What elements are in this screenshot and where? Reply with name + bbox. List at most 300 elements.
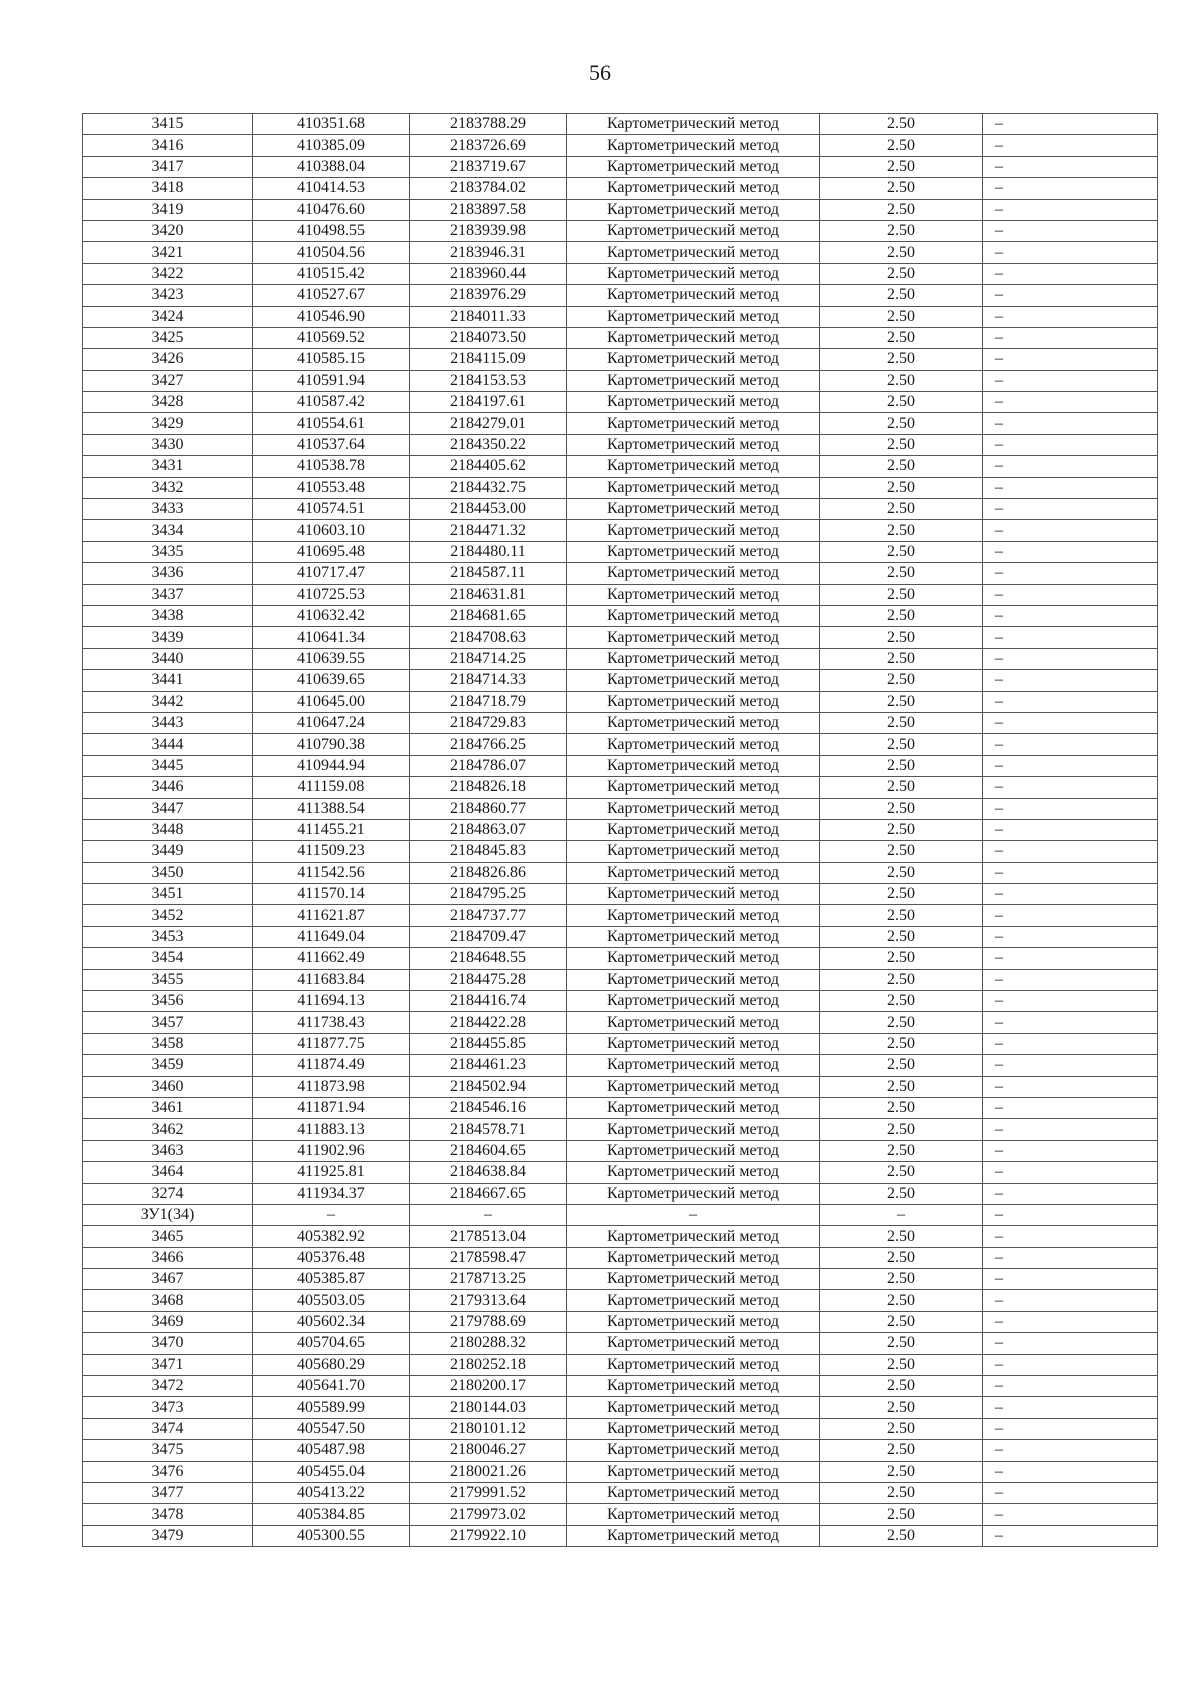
y-coordinate-cell: 2184461.23: [410, 1055, 567, 1076]
point-number-cell: 3439: [83, 627, 253, 648]
y-coordinate-cell: 2184475.28: [410, 969, 567, 990]
x-coordinate-cell: 411570.14: [253, 884, 410, 905]
accuracy-cell: 2.50: [820, 499, 983, 520]
note-cell: –: [983, 712, 1158, 733]
table-row: [83, 178, 1158, 199]
coordinates-table: [82, 113, 1158, 1547]
note-cell: –: [983, 541, 1158, 562]
point-number-cell: 3451: [83, 884, 253, 905]
table-row: [83, 1183, 1158, 1204]
method-cell: Картометрический метод: [567, 563, 820, 584]
y-coordinate-cell: 2183788.29: [410, 114, 567, 135]
method-cell: Картометрический метод: [567, 1418, 820, 1439]
accuracy-cell: 2.50: [820, 798, 983, 819]
y-coordinate-cell: 2184279.01: [410, 413, 567, 434]
x-coordinate-cell: 405547.50: [253, 1418, 410, 1439]
table-row: [83, 648, 1158, 669]
method-cell: Картометрический метод: [567, 670, 820, 691]
note-cell: –: [983, 1290, 1158, 1311]
table-row: [83, 135, 1158, 156]
accuracy-cell: 2.50: [820, 456, 983, 477]
table-row: [83, 413, 1158, 434]
note-cell: –: [983, 969, 1158, 990]
accuracy-cell: 2.50: [820, 541, 983, 562]
point-number-cell: 3429: [83, 413, 253, 434]
point-number-cell: 3473: [83, 1397, 253, 1418]
y-coordinate-cell: 2184471.32: [410, 520, 567, 541]
y-coordinate-cell: 2184863.07: [410, 819, 567, 840]
y-coordinate-cell: 2180144.03: [410, 1397, 567, 1418]
y-coordinate-cell: 2178513.04: [410, 1226, 567, 1247]
table-row: [83, 1119, 1158, 1140]
note-cell: –: [983, 1333, 1158, 1354]
table-row: [83, 755, 1158, 776]
table-row: [83, 1290, 1158, 1311]
x-coordinate-cell: 410695.48: [253, 541, 410, 562]
point-number-cell: 3452: [83, 905, 253, 926]
y-coordinate-cell: 2184405.62: [410, 456, 567, 477]
x-coordinate-cell: 405413.22: [253, 1483, 410, 1504]
table-row: [83, 114, 1158, 135]
accuracy-cell: 2.50: [820, 1033, 983, 1054]
note-cell: –: [983, 392, 1158, 413]
y-coordinate-cell: 2184455.85: [410, 1033, 567, 1054]
x-coordinate-cell: 405455.04: [253, 1461, 410, 1482]
y-coordinate-cell: 2183976.29: [410, 285, 567, 306]
x-coordinate-cell: 411874.49: [253, 1055, 410, 1076]
y-coordinate-cell: 2184115.09: [410, 349, 567, 370]
point-number-cell: 3274: [83, 1183, 253, 1204]
accuracy-cell: 2.50: [820, 1418, 983, 1439]
point-number-cell: 3420: [83, 220, 253, 241]
note-cell: –: [983, 1055, 1158, 1076]
table-row: [83, 605, 1158, 626]
x-coordinate-cell: 410385.09: [253, 135, 410, 156]
x-coordinate-cell: 410351.68: [253, 114, 410, 135]
method-cell: Картометрический метод: [567, 1311, 820, 1332]
method-cell: Картометрический метод: [567, 1055, 820, 1076]
note-cell: –: [983, 948, 1158, 969]
point-number-cell: 3424: [83, 306, 253, 327]
table-row: [83, 1504, 1158, 1525]
point-number-cell: 3423: [83, 285, 253, 306]
method-cell: Картометрический метод: [567, 734, 820, 755]
y-coordinate-cell: 2184416.74: [410, 991, 567, 1012]
y-coordinate-cell: 2184718.79: [410, 691, 567, 712]
point-number-cell: 3465: [83, 1226, 253, 1247]
method-cell: Картометрический метод: [567, 434, 820, 455]
method-cell: Картометрический метод: [567, 1376, 820, 1397]
point-number-cell: 3441: [83, 670, 253, 691]
point-number-cell: 3470: [83, 1333, 253, 1354]
y-coordinate-cell: 2184578.71: [410, 1119, 567, 1140]
table-row: [83, 627, 1158, 648]
accuracy-cell: 2.50: [820, 1247, 983, 1268]
note-cell: –: [983, 926, 1158, 947]
point-number-cell: 3433: [83, 499, 253, 520]
accuracy-cell: 2.50: [820, 1097, 983, 1118]
note-cell: –: [983, 1119, 1158, 1140]
note-cell: –: [983, 477, 1158, 498]
accuracy-cell: 2.50: [820, 349, 983, 370]
accuracy-cell: 2.50: [820, 1440, 983, 1461]
y-coordinate-cell: 2184737.77: [410, 905, 567, 926]
table-row: [83, 1333, 1158, 1354]
table-row: [83, 798, 1158, 819]
note-cell: –: [983, 1397, 1158, 1418]
note-cell: –: [983, 135, 1158, 156]
x-coordinate-cell: 405487.98: [253, 1440, 410, 1461]
table-row: [83, 926, 1158, 947]
note-cell: –: [983, 1204, 1158, 1225]
point-number-cell: 3466: [83, 1247, 253, 1268]
accuracy-cell: 2.50: [820, 263, 983, 284]
x-coordinate-cell: 405384.85: [253, 1504, 410, 1525]
table-row: [83, 991, 1158, 1012]
table-row: [83, 948, 1158, 969]
accuracy-cell: 2.50: [820, 691, 983, 712]
point-number-cell: 3432: [83, 477, 253, 498]
x-coordinate-cell: 410790.38: [253, 734, 410, 755]
note-cell: –: [983, 1226, 1158, 1247]
y-coordinate-cell: 2184709.47: [410, 926, 567, 947]
y-coordinate-cell: 2180021.26: [410, 1461, 567, 1482]
accuracy-cell: 2.50: [820, 777, 983, 798]
point-number-cell: 3443: [83, 712, 253, 733]
method-cell: Картометрический метод: [567, 948, 820, 969]
method-cell: Картометрический метод: [567, 1290, 820, 1311]
table-row: [83, 242, 1158, 263]
accuracy-cell: 2.50: [820, 306, 983, 327]
y-coordinate-cell: 2183897.58: [410, 199, 567, 220]
note-cell: –: [983, 178, 1158, 199]
point-number-cell: 3450: [83, 862, 253, 883]
point-number-cell: 3426: [83, 349, 253, 370]
method-cell: Картометрический метод: [567, 969, 820, 990]
x-coordinate-cell: 405503.05: [253, 1290, 410, 1311]
table-row: [83, 691, 1158, 712]
method-cell: Картометрический метод: [567, 242, 820, 263]
x-coordinate-cell: 410569.52: [253, 327, 410, 348]
accuracy-cell: 2.50: [820, 413, 983, 434]
note-cell: –: [983, 1162, 1158, 1183]
method-cell: Картометрический метод: [567, 178, 820, 199]
x-coordinate-cell: 411871.94: [253, 1097, 410, 1118]
x-coordinate-cell: 411925.81: [253, 1162, 410, 1183]
y-coordinate-cell: 2184667.65: [410, 1183, 567, 1204]
table-row: [83, 584, 1158, 605]
x-coordinate-cell: 410639.65: [253, 670, 410, 691]
point-number-cell: 3469: [83, 1311, 253, 1332]
table-row: [83, 1162, 1158, 1183]
x-coordinate-cell: 410504.56: [253, 242, 410, 263]
x-coordinate-cell: 410537.64: [253, 434, 410, 455]
y-coordinate-cell: 2184432.75: [410, 477, 567, 498]
accuracy-cell: 2.50: [820, 755, 983, 776]
method-cell: Картометрический метод: [567, 1269, 820, 1290]
accuracy-cell: 2.50: [820, 734, 983, 755]
point-number-cell: 3461: [83, 1097, 253, 1118]
x-coordinate-cell: 410538.78: [253, 456, 410, 477]
accuracy-cell: 2.50: [820, 1162, 983, 1183]
note-cell: –: [983, 1440, 1158, 1461]
accuracy-cell: 2.50: [820, 1354, 983, 1375]
method-cell: Картометрический метод: [567, 285, 820, 306]
point-number-cell: 3440: [83, 648, 253, 669]
table-row: [83, 862, 1158, 883]
accuracy-cell: 2.50: [820, 969, 983, 990]
note-cell: –: [983, 114, 1158, 135]
note-cell: –: [983, 1076, 1158, 1097]
table-row: [83, 285, 1158, 306]
table-row: [83, 349, 1158, 370]
method-cell: Картометрический метод: [567, 1504, 820, 1525]
accuracy-cell: 2.50: [820, 220, 983, 241]
x-coordinate-cell: 410388.04: [253, 156, 410, 177]
x-coordinate-cell: 410527.67: [253, 285, 410, 306]
x-coordinate-cell: 410515.42: [253, 263, 410, 284]
accuracy-cell: 2.50: [820, 991, 983, 1012]
method-cell: Картометрический метод: [567, 306, 820, 327]
point-number-cell: 3457: [83, 1012, 253, 1033]
accuracy-cell: 2.50: [820, 1269, 983, 1290]
method-cell: Картометрический метод: [567, 627, 820, 648]
y-coordinate-cell: 2179973.02: [410, 1504, 567, 1525]
x-coordinate-cell: 411683.84: [253, 969, 410, 990]
x-coordinate-cell: 410647.24: [253, 712, 410, 733]
table-row: [83, 1483, 1158, 1504]
y-coordinate-cell: 2183719.67: [410, 156, 567, 177]
point-number-cell: 3449: [83, 841, 253, 862]
x-coordinate-cell: 411738.43: [253, 1012, 410, 1033]
method-cell: Картометрический метод: [567, 392, 820, 413]
note-cell: –: [983, 991, 1158, 1012]
accuracy-cell: 2.50: [820, 1504, 983, 1525]
y-coordinate-cell: 2184638.84: [410, 1162, 567, 1183]
method-cell: Картометрический метод: [567, 862, 820, 883]
note-cell: –: [983, 1418, 1158, 1439]
method-cell: Картометрический метод: [567, 156, 820, 177]
method-cell: Картометрический метод: [567, 1247, 820, 1268]
x-coordinate-cell: 410553.48: [253, 477, 410, 498]
point-number-cell: 3471: [83, 1354, 253, 1375]
point-number-cell: 3458: [83, 1033, 253, 1054]
note-cell: –: [983, 242, 1158, 263]
x-coordinate-cell: 410498.55: [253, 220, 410, 241]
accuracy-cell: 2.50: [820, 905, 983, 926]
accuracy-cell: 2.50: [820, 819, 983, 840]
method-cell: Картометрический метод: [567, 370, 820, 391]
y-coordinate-cell: 2184604.65: [410, 1140, 567, 1161]
x-coordinate-cell: 410476.60: [253, 199, 410, 220]
method-cell: Картометрический метод: [567, 691, 820, 712]
y-coordinate-cell: 2184453.00: [410, 499, 567, 520]
y-coordinate-cell: 2179788.69: [410, 1311, 567, 1332]
x-coordinate-cell: 410585.15: [253, 349, 410, 370]
point-number-cell: 3419: [83, 199, 253, 220]
method-cell: Картометрический метод: [567, 798, 820, 819]
accuracy-cell: 2.50: [820, 1140, 983, 1161]
method-cell: Картометрический метод: [567, 1461, 820, 1482]
accuracy-cell: 2.50: [820, 1333, 983, 1354]
method-cell: Картометрический метод: [567, 220, 820, 241]
note-cell: –: [983, 263, 1158, 284]
note-cell: –: [983, 605, 1158, 626]
x-coordinate-cell: 405680.29: [253, 1354, 410, 1375]
point-number-cell: 3427: [83, 370, 253, 391]
point-number-cell: 3460: [83, 1076, 253, 1097]
accuracy-cell: 2.50: [820, 563, 983, 584]
table-row: [83, 499, 1158, 520]
note-cell: –: [983, 1269, 1158, 1290]
y-coordinate-cell: 2184714.33: [410, 670, 567, 691]
page-number: 56: [589, 60, 611, 85]
method-cell: Картометрический метод: [567, 712, 820, 733]
x-coordinate-cell: 410641.34: [253, 627, 410, 648]
point-number-cell: 3477: [83, 1483, 253, 1504]
method-cell: Картометрический метод: [567, 1119, 820, 1140]
method-cell: Картометрический метод: [567, 841, 820, 862]
y-coordinate-cell: 2184826.18: [410, 777, 567, 798]
point-number-cell: 3479: [83, 1525, 253, 1546]
note-cell: –: [983, 1033, 1158, 1054]
table-row: [83, 1354, 1158, 1375]
table-row: [83, 905, 1158, 926]
x-coordinate-cell: 411902.96: [253, 1140, 410, 1161]
x-coordinate-cell: 410603.10: [253, 520, 410, 541]
table-row: [83, 1140, 1158, 1161]
x-coordinate-cell: 410591.94: [253, 370, 410, 391]
note-cell: –: [983, 1461, 1158, 1482]
method-cell: Картометрический метод: [567, 1076, 820, 1097]
y-coordinate-cell: 2184153.53: [410, 370, 567, 391]
y-coordinate-cell: 2184845.83: [410, 841, 567, 862]
table-row: [83, 734, 1158, 755]
y-coordinate-cell: 2184648.55: [410, 948, 567, 969]
y-coordinate-cell: 2184197.61: [410, 392, 567, 413]
x-coordinate-cell: 411873.98: [253, 1076, 410, 1097]
accuracy-cell: 2.50: [820, 1397, 983, 1418]
table-row: [83, 1418, 1158, 1439]
x-coordinate-cell: 411934.37: [253, 1183, 410, 1204]
note-cell: –: [983, 563, 1158, 584]
note-cell: –: [983, 819, 1158, 840]
x-coordinate-cell: 410632.42: [253, 605, 410, 626]
x-coordinate-cell: 411662.49: [253, 948, 410, 969]
point-number-cell: 3430: [83, 434, 253, 455]
x-coordinate-cell: 410645.00: [253, 691, 410, 712]
x-coordinate-cell: 411883.13: [253, 1119, 410, 1140]
point-number-cell: 3456: [83, 991, 253, 1012]
point-number-cell: 3431: [83, 456, 253, 477]
point-number-cell: 3448: [83, 819, 253, 840]
table-row: [83, 1397, 1158, 1418]
x-coordinate-cell: 405300.55: [253, 1525, 410, 1546]
method-cell: Картометрический метод: [567, 1483, 820, 1504]
y-coordinate-cell: 2183726.69: [410, 135, 567, 156]
y-coordinate-cell: 2180252.18: [410, 1354, 567, 1375]
table-row: [83, 1226, 1158, 1247]
table-row: [83, 541, 1158, 562]
point-number-cell: 3442: [83, 691, 253, 712]
note-cell: –: [983, 1504, 1158, 1525]
point-number-cell: 3474: [83, 1418, 253, 1439]
method-cell: Картометрический метод: [567, 884, 820, 905]
point-number-cell: 3422: [83, 263, 253, 284]
table-row: [83, 220, 1158, 241]
y-coordinate-cell: 2180046.27: [410, 1440, 567, 1461]
y-coordinate-cell: 2184502.94: [410, 1076, 567, 1097]
accuracy-cell: 2.50: [820, 841, 983, 862]
point-number-cell: 3445: [83, 755, 253, 776]
note-cell: –: [983, 499, 1158, 520]
point-number-cell: 3478: [83, 1504, 253, 1525]
table-row: [83, 1033, 1158, 1054]
accuracy-cell: 2.50: [820, 1483, 983, 1504]
accuracy-cell: 2.50: [820, 884, 983, 905]
table-row: [83, 263, 1158, 284]
y-coordinate-cell: 2179922.10: [410, 1525, 567, 1546]
accuracy-cell: 2.50: [820, 156, 983, 177]
method-cell: Картометрический метод: [567, 199, 820, 220]
y-coordinate-cell: 2178598.47: [410, 1247, 567, 1268]
y-coordinate-cell: 2184786.07: [410, 755, 567, 776]
x-coordinate-cell: 410546.90: [253, 306, 410, 327]
note-cell: –: [983, 413, 1158, 434]
table-body: [83, 114, 1158, 1547]
accuracy-cell: 2.50: [820, 392, 983, 413]
note-cell: –: [983, 199, 1158, 220]
point-number-cell: 3425: [83, 327, 253, 348]
table-row: [83, 1055, 1158, 1076]
accuracy-cell: 2.50: [820, 1183, 983, 1204]
accuracy-cell: 2.50: [820, 670, 983, 691]
table-row: [83, 434, 1158, 455]
note-cell: –: [983, 1311, 1158, 1332]
y-coordinate-cell: 2183960.44: [410, 263, 567, 284]
method-cell: Картометрический метод: [567, 1354, 820, 1375]
y-coordinate-cell: 2183939.98: [410, 220, 567, 241]
point-number-cell: 3475: [83, 1440, 253, 1461]
x-coordinate-cell: 411159.08: [253, 777, 410, 798]
y-coordinate-cell: 2180200.17: [410, 1376, 567, 1397]
point-number-cell: 3444: [83, 734, 253, 755]
y-coordinate-cell: 2184546.16: [410, 1097, 567, 1118]
x-coordinate-cell: 411455.21: [253, 819, 410, 840]
table-row: [83, 327, 1158, 348]
method-cell: Картометрический метод: [567, 648, 820, 669]
accuracy-cell: 2.50: [820, 1012, 983, 1033]
table-row: [83, 1440, 1158, 1461]
y-coordinate-cell: 2184729.83: [410, 712, 567, 733]
accuracy-cell: 2.50: [820, 114, 983, 135]
x-coordinate-cell: 405376.48: [253, 1247, 410, 1268]
accuracy-cell: 2.50: [820, 1311, 983, 1332]
x-coordinate-cell: 410414.53: [253, 178, 410, 199]
point-number-cell: 3468: [83, 1290, 253, 1311]
x-coordinate-cell: 410639.55: [253, 648, 410, 669]
method-cell: Картометрический метод: [567, 263, 820, 284]
table-row: [83, 1247, 1158, 1268]
y-coordinate-cell: 2184714.25: [410, 648, 567, 669]
method-cell: Картометрический метод: [567, 541, 820, 562]
note-cell: –: [983, 1376, 1158, 1397]
note-cell: –: [983, 841, 1158, 862]
table-row: [83, 1311, 1158, 1332]
method-cell: Картометрический метод: [567, 327, 820, 348]
y-coordinate-cell: 2180288.32: [410, 1333, 567, 1354]
x-coordinate-cell: 411694.13: [253, 991, 410, 1012]
